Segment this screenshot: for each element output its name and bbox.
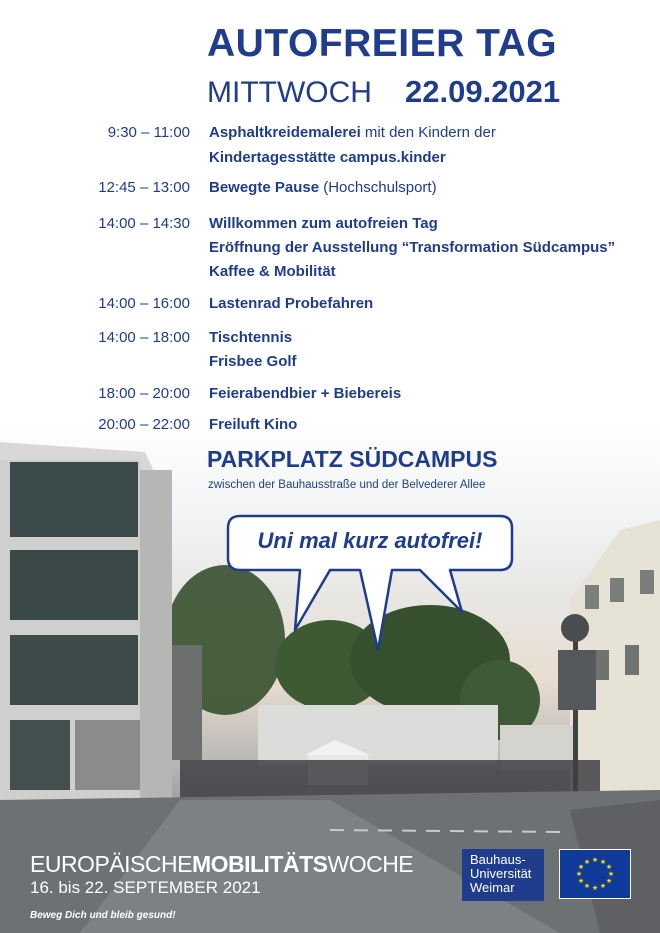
- svg-text:★: ★: [607, 870, 615, 878]
- svg-text:★: ★: [577, 877, 585, 885]
- bubble-text: Uni mal kurz autofrei!: [257, 528, 483, 553]
- svg-text:★: ★: [605, 863, 613, 871]
- schedule-time: 14:00 – 16:00: [98, 295, 190, 312]
- schedule-time: 12:45 – 13:00: [98, 179, 190, 196]
- schedule-activity: Asphaltkreidemalerei mit den Kindern der: [209, 124, 496, 141]
- svg-text:★: ★: [591, 884, 599, 892]
- svg-text:★: ★: [577, 863, 585, 871]
- schedule-activity: Frisbee Golf: [209, 353, 297, 370]
- schedule-activity: Feierabendbier + Biebereis: [209, 385, 402, 402]
- schedule-time: 14:00 – 14:30: [98, 215, 190, 232]
- svg-text:★: ★: [583, 882, 591, 890]
- venue-subtitle: zwischen der Bauhausstraße und der Belvederer Allee: [208, 479, 486, 491]
- schedule-time: 9:30 – 11:00: [107, 124, 190, 141]
- schedule-activity: Lastenrad Probefahren: [209, 295, 374, 312]
- schedule-activity: Willkommen zum autofreien Tag: [209, 215, 438, 232]
- schedule-activity: Kindertagesstätte campus.kinder: [209, 149, 446, 166]
- schedule-activity: Tischtennis: [209, 329, 293, 346]
- schedule-activity: Eröffnung der Ausstellung “Transformation Südcampus”: [209, 239, 616, 256]
- svg-text:★: ★: [599, 858, 607, 866]
- svg-text:★: ★: [599, 882, 607, 890]
- eu-flag-icon: [559, 849, 631, 899]
- svg-text:★: ★: [583, 858, 591, 866]
- svg-text:★: ★: [575, 870, 583, 878]
- schedule-time: 14:00 – 18:00: [98, 329, 190, 346]
- schedule-activity: Freiluft Kino: [209, 416, 298, 433]
- mobility-week-label: EUROPÄISCHEMOBILITÄTSWOCHE: [30, 851, 414, 877]
- venue-title: PARKPLATZ SÜDCAMPUS: [207, 446, 498, 472]
- mobility-week-dates: 16. bis 22. SEPTEMBER 2021: [30, 878, 261, 897]
- schedule-activity: Kaffee & Mobilität: [209, 263, 336, 280]
- slogan: Beweg Dich und bleib gesund!: [30, 910, 176, 921]
- schedule-time: 20:00 – 22:00: [98, 416, 190, 433]
- event-date: 22.09.2021: [405, 74, 561, 109]
- svg-text:★: ★: [605, 877, 613, 885]
- svg-text:★: ★: [591, 856, 599, 864]
- university-logo: Bauhaus- Universität Weimar: [462, 849, 544, 901]
- schedule-time: 18:00 – 20:00: [98, 385, 190, 402]
- weekday: MITTWOCH: [207, 76, 372, 109]
- page-title: AUTOFREIER TAG: [207, 22, 558, 65]
- schedule-activity: Bewegte Pause (Hochschulsport): [209, 179, 437, 196]
